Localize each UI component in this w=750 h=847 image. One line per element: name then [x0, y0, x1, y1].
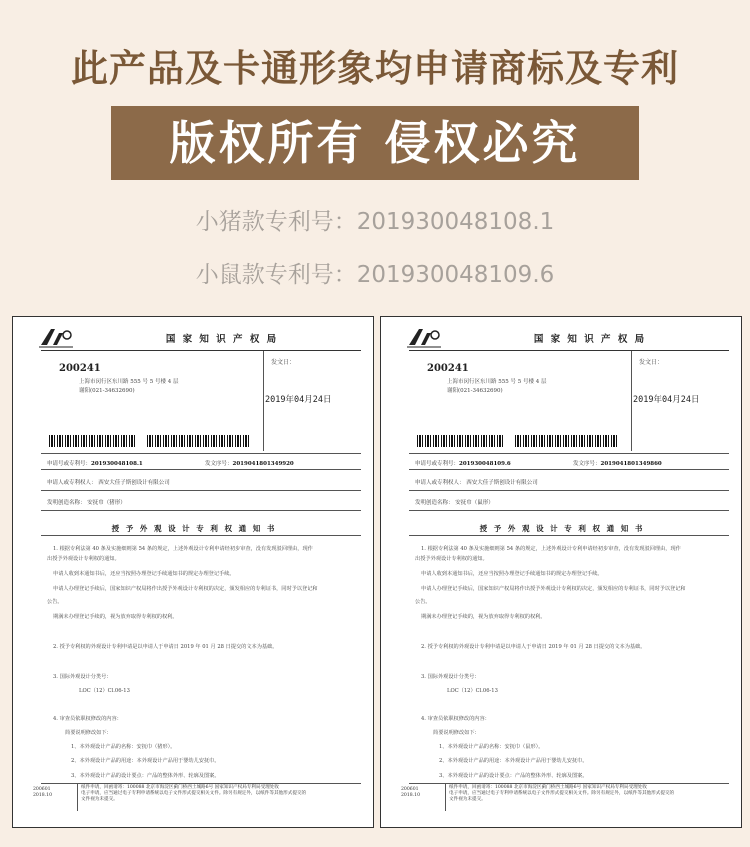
office-name: 国 家 知 识 产 权 局	[533, 334, 647, 345]
applicant-row	[47, 478, 170, 486]
divider	[41, 453, 361, 454]
field-label: 申请号或专利号：	[415, 461, 460, 467]
footer-line: 纸件申请，回函请寄：100088 北京市海淀区蓟门桥西土城路6号 国家知识产权局专利局受理处收	[449, 785, 647, 790]
paragraph: 1、本外观设计产品的名称：安抚巾（鼠形）。	[439, 744, 544, 750]
field-label: 申请号或专利号：	[47, 461, 92, 467]
serial-number-row	[573, 459, 662, 467]
paragraph: 申请人收到本通知书后，还应当按照办理登记手续通知书的规定办理登记手续。	[53, 571, 235, 577]
address-contact: 谢阳(021-34632690)	[447, 388, 503, 394]
divider	[77, 783, 78, 811]
paragraph: 申请人办理登记手续后，国家知识产权局将作出授予外观设计专利权的决定，颁发相应的专利证书，同时予以登记和	[421, 586, 686, 592]
footer-notes	[81, 785, 306, 803]
patent-number-pig	[0, 203, 750, 236]
address-contact: 谢阳(021-34632690)	[79, 388, 135, 394]
paragraph: 2. 授予专利权的外观设计专利申请是以申请人于申请日 2019 年 01 月 28 日提交的文本为基础。	[421, 644, 646, 650]
footer-line: 文件视为未提交。	[449, 797, 486, 802]
footer-line: 电子申请，应当通过电子专利申请系统以电子文件形式提交相关文件。除另有规定外，以纸件等其他形式提交的	[449, 791, 675, 796]
patent-certificate-pig	[380, 316, 742, 828]
paragraph: 1. 根据专利法第 40 条及实施细则第 54 条的规定，上述外观设计专利申请经初步审查，没有发现驳回理由，现作	[53, 546, 313, 552]
design-name-row	[415, 498, 494, 506]
serial-number-row	[205, 459, 294, 467]
application-number: 201930048109.6	[459, 461, 511, 467]
paragraph: 期满未办理登记手续的，视为放弃取得专利权的权利。	[53, 614, 178, 620]
divider	[409, 350, 729, 351]
divider	[263, 351, 264, 451]
divider	[41, 490, 361, 491]
field-label: 发明创造名称：	[47, 500, 86, 506]
recipient-address	[79, 378, 179, 396]
patent-number: 201930048108.1	[356, 209, 555, 235]
barcode	[417, 435, 505, 447]
paragraph: 3、本外观设计产品的设计要点：产品的整体外形、轮廓及图案。	[439, 773, 588, 779]
paragraph: 期满未办理登记手续的，视为放弃取得专利权的权利。	[421, 614, 546, 620]
address-line: 上海市闵行区东川路 555 号 5 号楼 4 层	[79, 379, 179, 385]
paragraph: 出授予外观设计专利权的通知。	[415, 556, 488, 562]
postal-code: 200241	[59, 363, 101, 374]
paragraph: 简要说明修改如下：	[433, 730, 480, 736]
footer-line: 电子申请，应当通过电子专利申请系统以电子文件形式提交相关文件。除另有规定外，以纸件等其他形式提交的	[81, 791, 307, 796]
send-date-label: 发文日：	[271, 359, 296, 366]
paragraph: 1. 根据专利法第 40 条及实施细则第 54 条的规定，上述外观设计专利申请经初步审查，没有发现驳回理由，现作	[421, 546, 681, 552]
headline: 此产品及卡通形象均申请商标及专利	[71, 47, 679, 90]
send-date-label: 发文日：	[639, 359, 664, 366]
divider	[409, 783, 729, 784]
send-date: 2019年04月24日	[265, 395, 332, 405]
divider	[409, 469, 729, 470]
field-label: 申请人或专利权人：	[415, 480, 465, 486]
application-number-row	[47, 459, 143, 467]
paragraph: 2. 授予专利权的外观设计专利申请是以申请人于申请日 2019 年 01 月 28 日提交的文本为基础。	[53, 644, 278, 650]
recipient-address	[447, 378, 547, 396]
application-number: 201930048108.1	[91, 461, 143, 467]
divider	[409, 510, 729, 511]
form-year: 2018.10	[401, 793, 420, 798]
applicant-name: 西安大佳子斯创设计有限公司	[466, 480, 538, 486]
footer-line: 纸件申请，回函请寄：100088 北京市海淀区蓟门桥西土城路6号 国家知识产权局专利局受理处收	[81, 785, 279, 790]
footer-line: 文件视为未提交。	[81, 797, 118, 802]
paragraph: 申请人办理登记手续后，国家知识产权局将作出授予外观设计专利权的决定，颁发相应的专利证书，同时予以登记和	[53, 586, 318, 592]
divider	[41, 535, 361, 536]
field-label: 申请人或专利权人：	[47, 480, 97, 486]
classification: LOC（12）Cl.06-13	[79, 688, 130, 694]
patent-number: 201930048109.6	[356, 262, 555, 288]
patent-certificate-mouse	[12, 316, 374, 828]
address-line: 上海市闵行区东川路 555 号 5 号楼 4 层	[447, 379, 547, 385]
divider	[409, 453, 729, 454]
paragraph: 出授予外观设计专利权的通知。	[47, 556, 120, 562]
cnipa-logo-icon	[405, 325, 445, 349]
applicant-row	[415, 478, 538, 486]
field-label: 发明创造名称：	[415, 500, 454, 506]
notice-title: 授 予 外 观 设 计 专 利 权 通 知 书	[111, 524, 277, 533]
send-date: 2019年04月24日	[633, 395, 700, 405]
paragraph: 2、本外观设计产品的用途：本外观设计产品用于婴幼儿安抚巾。	[439, 758, 588, 764]
patent-label: 小鼠款专利号：	[195, 262, 357, 288]
copyright-banner: 版权所有 侵权必究	[111, 106, 639, 180]
paragraph: 1、本外观设计产品的名称：安抚巾（猪形）。	[71, 744, 176, 750]
divider	[445, 783, 446, 811]
notice-title: 授 予 外 观 设 计 专 利 权 通 知 书	[479, 524, 645, 533]
paragraph: 申请人收到本通知书后，还应当按照办理登记手续通知书的规定办理登记手续。	[421, 571, 603, 577]
patent-number-mouse	[0, 256, 750, 289]
form-number: 200601	[33, 787, 51, 792]
divider	[409, 535, 729, 536]
paragraph: 3、本外观设计产品的设计要点：产品的整体外形、轮廓及图案。	[71, 773, 220, 779]
divider	[409, 490, 729, 491]
footer-notes	[449, 785, 674, 803]
paragraph: 简要说明修改如下：	[65, 730, 112, 736]
classification: LOC（12）Cl.06-13	[447, 688, 498, 694]
postal-code: 200241	[427, 363, 469, 374]
divider	[41, 350, 361, 351]
divider	[631, 351, 632, 451]
field-label: 发文序号：	[205, 461, 233, 467]
form-code	[401, 787, 420, 799]
form-code	[33, 787, 52, 799]
divider	[41, 469, 361, 470]
office-name: 国 家 知 识 产 权 局	[165, 334, 279, 345]
paragraph: 4. 审查员依职权修改的内容：	[421, 716, 490, 722]
paragraph: 2、本外观设计产品的用途：本外观设计产品用于婴幼儿安抚巾。	[71, 758, 220, 764]
divider	[41, 783, 361, 784]
divider	[41, 510, 361, 511]
barcode	[515, 435, 617, 447]
paragraph: 3. 国际外观设计分类号：	[421, 674, 480, 680]
paragraph: 公告。	[415, 599, 431, 605]
field-label: 发文序号：	[573, 461, 601, 467]
barcode	[49, 435, 137, 447]
design-name: 安抚巾（猪形）	[87, 500, 126, 506]
form-number: 200601	[401, 787, 419, 792]
serial-number: 2019041801349920	[232, 461, 294, 467]
paragraph: 公告。	[47, 599, 63, 605]
design-name-row	[47, 498, 126, 506]
cnipa-logo-icon	[37, 325, 77, 349]
serial-number: 2019041801349860	[600, 461, 662, 467]
barcode	[147, 435, 249, 447]
design-name: 安抚巾（鼠形）	[455, 500, 494, 506]
applicant-name: 西安大佳子斯创设计有限公司	[98, 480, 170, 486]
patent-label: 小猪款专利号：	[195, 209, 357, 235]
paragraph: 4. 审查员依职权修改的内容：	[53, 716, 122, 722]
form-year: 2018.10	[33, 793, 52, 798]
paragraph: 3. 国际外观设计分类号：	[53, 674, 112, 680]
application-number-row	[415, 459, 511, 467]
